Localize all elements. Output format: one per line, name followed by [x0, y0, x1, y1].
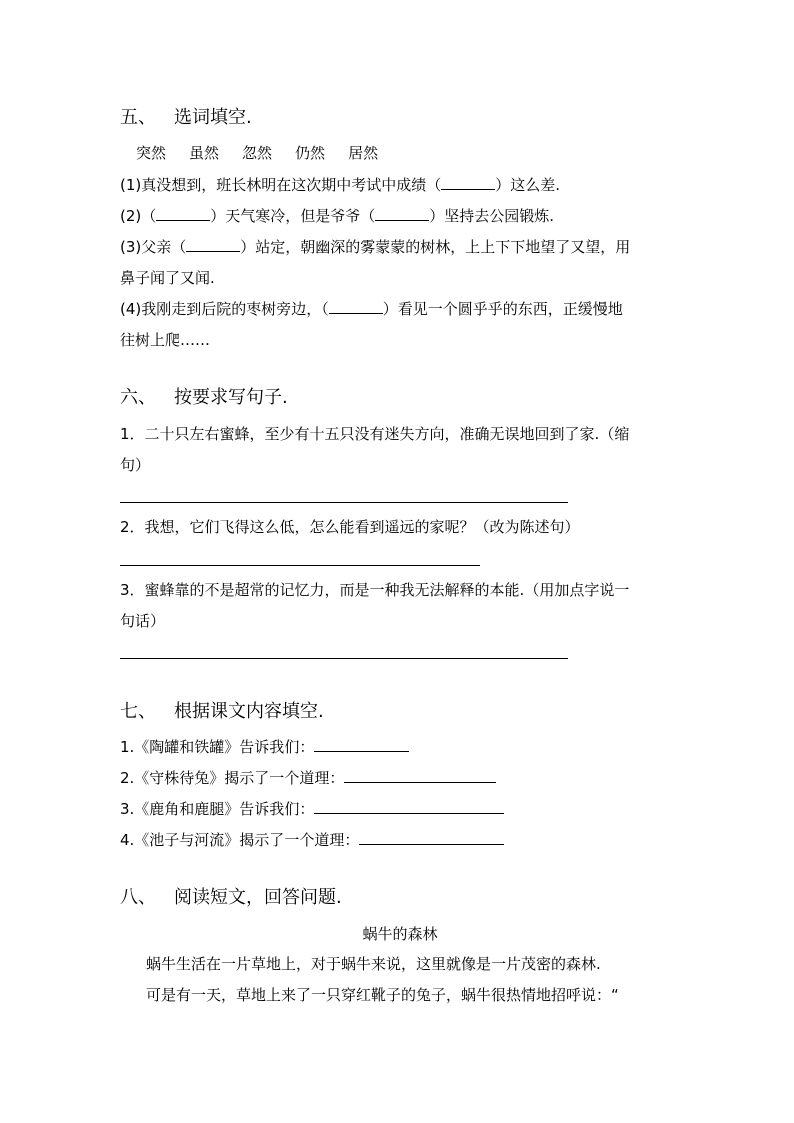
- section-number: 七、: [120, 701, 156, 722]
- question-part: (3)父亲（: [120, 238, 187, 256]
- question-part: 4.《池子与河流》揭示了一个道理：: [120, 831, 360, 849]
- question-text: 3．蜜蜂靠的不是超常的记忆力，而是一种我无法解释的本能.（用加点字说一: [120, 581, 630, 599]
- section-seven-heading: [120, 700, 324, 724]
- word-bank-item: 仍然: [295, 144, 326, 162]
- question-part: 3.《鹿角和鹿腿》告诉我们：: [120, 800, 315, 818]
- story-paragraph: 蜗牛生活在一片草地上，对于蜗牛来说，这里就像是一片茂密的森林.: [146, 955, 601, 973]
- question-text: [120, 299, 623, 319]
- answer-blank[interactable]: [186, 237, 240, 252]
- question-text: 往树上爬……: [120, 331, 211, 349]
- answer-blank[interactable]: [314, 799, 504, 814]
- question-text: [120, 206, 554, 226]
- answer-blank[interactable]: [314, 737, 409, 752]
- question-text: 句话）: [120, 612, 166, 630]
- answer-line[interactable]: [120, 502, 568, 503]
- answer-line[interactable]: [120, 658, 568, 659]
- answer-blank[interactable]: [344, 768, 496, 783]
- section-number: 五、: [120, 107, 156, 128]
- question-text: 2．我想，它们飞得这么低，怎么能看到遥远的家呢？（改为陈述句）: [120, 518, 580, 536]
- section-title: 根据课文内容填空.: [174, 701, 324, 722]
- word-bank-item: 虽然: [189, 144, 220, 162]
- section-five-heading: [120, 106, 252, 130]
- question-text: [120, 237, 630, 257]
- section-title: 按要求写句子.: [174, 387, 288, 408]
- question-text: [120, 799, 504, 819]
- answer-line[interactable]: [120, 565, 480, 566]
- answer-blank[interactable]: [375, 206, 429, 221]
- question-part: ）天气寒冷，但是爷爷（: [210, 207, 376, 225]
- question-text: [120, 830, 504, 850]
- section-six-heading: [120, 386, 288, 410]
- word-bank: [136, 143, 401, 163]
- word-bank-item: 突然: [136, 144, 167, 162]
- section-number: 八、: [120, 887, 156, 908]
- answer-blank[interactable]: [329, 299, 383, 314]
- question-text: 句）: [120, 456, 151, 474]
- word-bank-item: 忽然: [242, 144, 273, 162]
- question-part: (2)（: [120, 207, 157, 225]
- answer-blank[interactable]: [441, 175, 495, 190]
- section-title: 选词填空.: [174, 107, 252, 128]
- worksheet-page: [120, 0, 680, 1123]
- answer-blank[interactable]: [156, 206, 210, 221]
- question-part: (1)真没想到，班长林明在这次期中考试中成绩（: [120, 176, 442, 194]
- word-bank-item: 居然: [348, 144, 379, 162]
- question-part: ）坚持去公园锻炼.: [429, 207, 555, 225]
- question-part: ）站定，朝幽深的雾蒙蒙的树林，上上下下地望了又望，用: [240, 238, 631, 256]
- question-part: (4)我刚走到后院的枣树旁边，（: [120, 300, 329, 318]
- question-part: 1.《陶罐和铁罐》告诉我们：: [120, 738, 315, 756]
- question-text: [120, 737, 409, 757]
- question-text: [120, 175, 560, 195]
- story-paragraph: 可是有一天，草地上来了一只穿红靴子的兔子，蜗牛很热情地招呼说：“: [146, 986, 619, 1004]
- section-number: 六、: [120, 387, 156, 408]
- story-title: 蜗牛的森林: [362, 925, 438, 943]
- question-part: 2.《守株待兔》揭示了一个道理：: [120, 769, 345, 787]
- question-part: ）这么差.: [495, 176, 561, 194]
- question-text: 1．二十只左右蜜蜂，至少有十五只没有迷失方向，准确无误地回到了家.（缩: [120, 425, 630, 443]
- section-eight-heading: [120, 886, 342, 910]
- question-text: 鼻子闻了又闻.: [120, 269, 215, 287]
- question-part: ）看见一个圆乎乎的东西，正缓慢地: [382, 300, 623, 318]
- answer-blank[interactable]: [359, 830, 504, 845]
- section-title: 阅读短文，回答问题.: [174, 887, 342, 908]
- question-text: [120, 768, 496, 788]
